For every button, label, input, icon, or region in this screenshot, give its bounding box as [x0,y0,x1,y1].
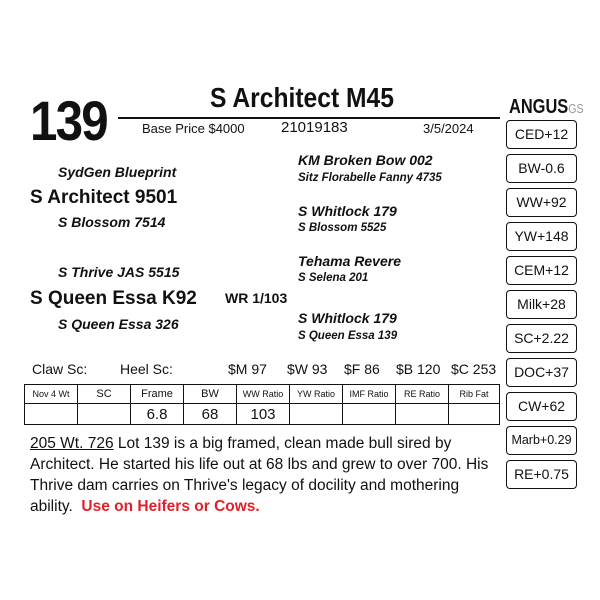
value-bw: 68 [184,404,237,425]
weaning-weight: 205 Wt. 726 [30,435,114,452]
description-text: Lot 139 is a big framed, clean made bull sired by Architect. He started his life out at 68 lbs and grew to over 700. His Thrive dam carries on Thrive's legacy of docility and mothering ability. [30,435,489,515]
header-nov-wt: Nov 4 Wt [25,385,78,404]
header-yw-ratio: YW Ratio [290,385,343,404]
birth-date: 3/5/2024 [423,121,474,136]
epd-milk: Milk+28 [506,290,577,319]
pedigree-sire: S Architect 9501 [30,187,178,208]
weaning-ratio: WR 1/103 [225,290,288,306]
pedigree-dam: S Queen Essa K92 [30,288,197,309]
pedigree-dam-sire-sire: Tehama Revere [298,253,401,269]
pedigree-sire-dam-dam: S Blossom 5525 [298,222,387,234]
epd-bw: BW-0.6 [506,154,577,183]
epd-column [506,120,577,494]
pedigree-dam-sire: S Thrive JAS 5515 [58,264,180,280]
pedigree-dam-dam-sire: S Whitlock 179 [298,310,397,326]
header-bw: BW [184,385,237,404]
dollar-m: $M 97 [228,361,267,377]
pedigree-sire-sire-sire: KM Broken Bow 002 [298,152,433,168]
performance-table [24,384,500,425]
epd-ww: WW+92 [506,188,577,217]
header-imf-ratio: IMF Ratio [343,385,396,404]
breed-suffix: GS [568,101,584,116]
epd-cw: CW+62 [506,392,577,421]
epd-yw: YW+148 [506,222,577,251]
value-frame: 6.8 [131,404,184,425]
value-nov-wt [25,404,78,425]
pedigree-dam-sire-dam: S Selena 201 [298,272,369,284]
value-yw-ratio [290,404,343,425]
pedigree-sire-dam: S Blossom 7514 [58,214,166,230]
pedigree-dam-dam-dam: S Queen Essa 139 [298,330,398,342]
header-re-ratio: RE Ratio [396,385,449,404]
breed-name: ANGUS [509,96,569,118]
dollar-c: $C 253 [451,361,497,377]
value-sc [78,404,131,425]
epd-doc: DOC+37 [506,358,577,387]
pedigree-sire-sire-dam: Sitz Florabelle Fanny 4735 [298,172,442,184]
epd-marb: Marb+0.29 [506,426,577,455]
value-imf-ratio [343,404,396,425]
lot-description [30,433,500,517]
heel-score-label: Heel Sc: [120,361,173,377]
header-frame: Frame [131,385,184,404]
epd-sc: SC+2.22 [506,324,577,353]
registration-number: 21019183 [281,119,348,136]
dollar-w: $W 93 [287,361,328,377]
dollar-f: $F 86 [344,361,380,377]
epd-re: RE+0.75 [506,460,577,489]
value-ww-ratio: 103 [237,404,290,425]
breed-logo [509,96,584,119]
use-recommendation: Use on Heifers or Cows. [81,498,260,515]
value-re-ratio [396,404,449,425]
base-price: Base Price $4000 [142,121,245,136]
header-rib-fat: Rib Fat [449,385,500,404]
epd-cem: CEM+12 [506,256,577,285]
claw-score-label: Claw Sc: [32,361,88,377]
value-rib-fat [449,404,500,425]
pedigree-dam-dam: S Queen Essa 326 [58,316,179,332]
header-ww-ratio: WW Ratio [237,385,290,404]
animal-name: S Architect M45 [210,82,394,113]
dollar-b: $B 120 [396,361,441,377]
epd-ced: CED+12 [506,120,577,149]
pedigree-sire-dam-sire: S Whitlock 179 [298,203,397,219]
header-sc: SC [78,385,131,404]
lot-number: 139 [30,89,107,152]
pedigree-sire-sire: SydGen Blueprint [58,164,177,180]
